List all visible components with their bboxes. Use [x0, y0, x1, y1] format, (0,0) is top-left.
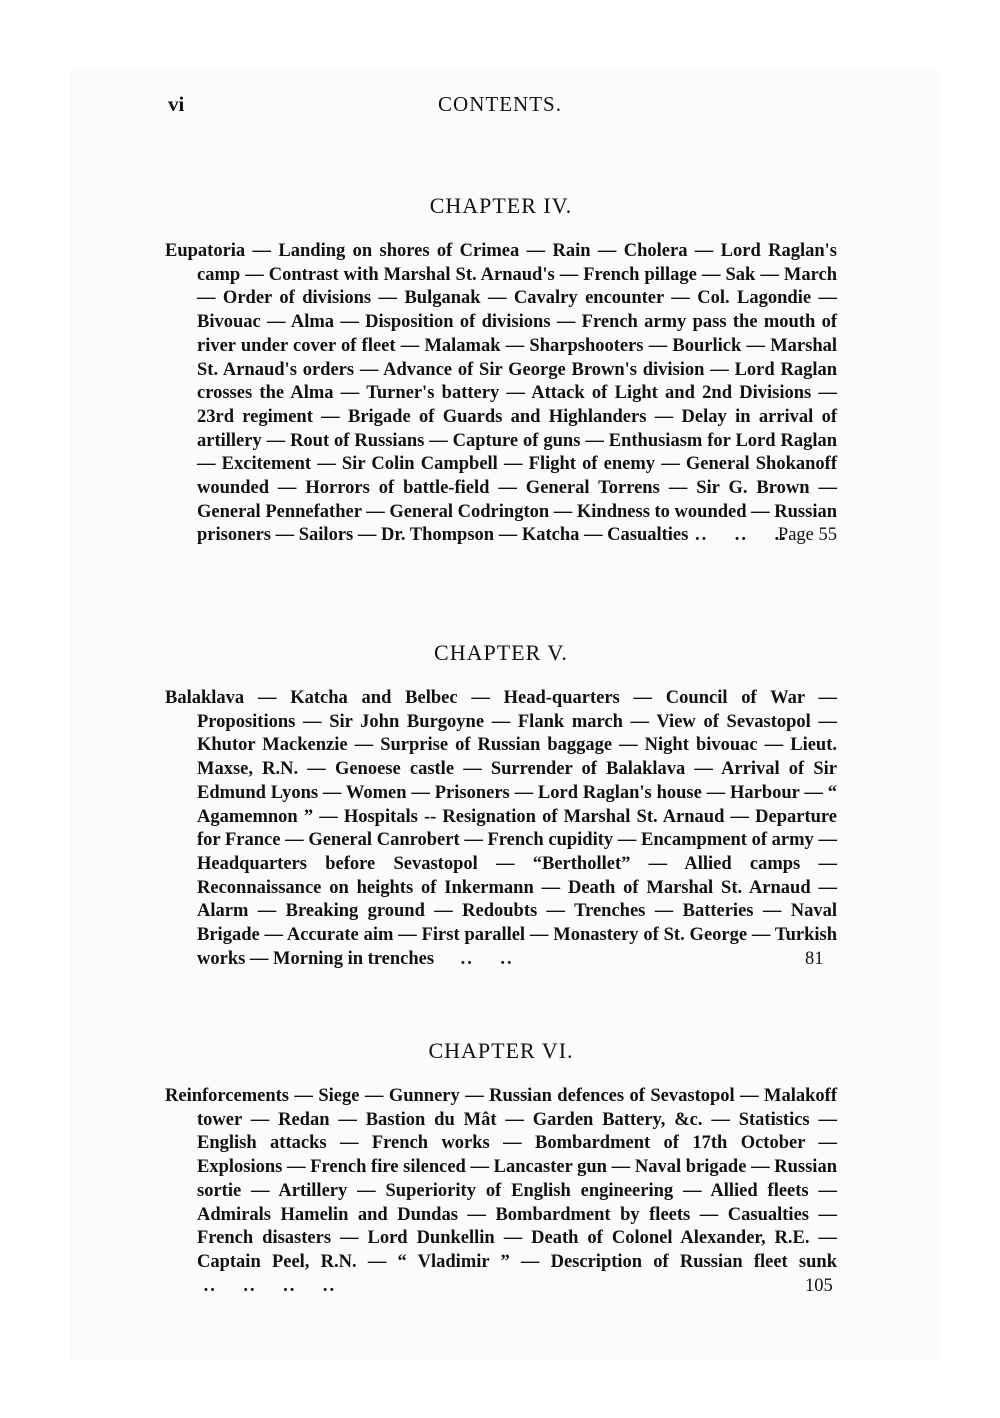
chapter-heading: CHAPTER IV. [429, 193, 573, 218]
chapter-summary-text: Reinforcements — Siege — Gunnery — Russian defences of Sevastopol — Malakoff tower — Redan — Bastion du Mât — Garden Battery, &c. — Statistics — English attacks — French works — Bombardment of 17th October — Explosions — French fire silenced — Lancaster gun — Naval brigade — Russian sortie — Artillery — Superiority of English engineering — Allied fleets — Admirals Hamelin and Dundas — Bombardment by fleets — Casualties — French disasters — Lord Dunkellin — Death of Colonel Alexander, R.E. — Captain Peel, R.N. — “ Vladimir ” — Description of Russian fleet sunk [165, 1086, 837, 1272]
dot-leader: .. .. [434, 948, 521, 969]
chapter-summary: Reinforcements — Siege — Gunnery — Russian defences of Sevastopol — Malakoff tower — Redan — Bastion du Mât — Garden Battery, &c. — Statistics — English attacks — French works — Bombardment of 17th October — Explosions — French fire silenced — Lancaster gun — Naval brigade — Russian sortie — Artillery — Superiority of English engineering — Allied fleets — Admirals Hamelin and Dundas — Bombardment by fleets — Casualties — French disasters — Lord Dunkellin — Death of Colonel Alexander, R.E. — Captain Peel, R.N. — “ Vladimir ” — Description of Russian fleet sunk .. .. .. .. 105 [165, 1086, 837, 1296]
chapter-summary [165, 240, 837, 548]
chapter-heading: CHAPTER VI. [428, 1038, 574, 1063]
dot-leader: .. .. .. .. [197, 1275, 343, 1296]
running-title: CONTENTS. [438, 92, 562, 116]
chapter-page-ref: Page 55 [777, 525, 837, 546]
chapter-summary: Balaklava — Katcha and Belbec — Head-quarters — Council of War — Propositions — Sir John Burgoyne — Flank march — View of Sevastopol — Khutor Mackenzie — Surprise of Russian baggage — Night bivouac — Lieut. Maxse, R.N. — Genoese castle — Surrender of Balaklava — Arrival of Sir Edmund Lyons — Women — Prisoners — Lord Raglan's house — Harbour — “ Agamemnon ” — Hospitals -- Resignation of Marshal St. Arnaud — Departure for France — General Canrobert — French cupidity — Encampment of army — Headquarters before Sevastopol — “Berthollet” — Allied camps — Reconnaissance on heights of Inkermann — Death of Marshal St. Arnaud — Alarm — Breaking ground — Redoubts — Trenches — Batteries — Naval Brigade — Accurate aim — First parallel — Monastery of St. George — Turkish works — Morning in trenches .. .. 81 [165, 688, 837, 969]
chapter-summary-text: Eupatoria — Landing on shores of Crimea — Rain — Cholera — Lord Raglan's camp — Contrast with Marshal St. Arnaud's — French pillage — Sak — March — Order of divisions — Bulganak — Cavalry encounter — Col. Lagondie — Bivouac — Alma — Disposition of divisions — French army pass the mouth of river under cover of fleet — Malamak — Sharpshooters — Bourlick — Marshal St. Arnaud's orders — Advance of Sir George Brown's division — Lord Raglan crosses the Alma — Turner's battery — Attack of Light and 2nd Divisions — 23rd regiment — Brigade of Guards and Highlanders — Delay in arrival of artillery — Rout of Russians — Capture of guns — Enthusiasm for Lord Raglan — Excitement — Sir Colin Campbell — Flight of enemy — General Shokanoff wounded — Horrors of battle-field — General Torrens — Sir G. Brown — General Pennefather — General Codrington — Kindness to wounded — Russian prisoners — Sailors — Dr. Thompson — Katcha — Casualties [165, 241, 838, 546]
running-header [160, 92, 840, 120]
chapter-summary-text: Balaklava — Katcha and Belbec — Head-quarters — Council of War — Propositions — Sir John Burgoyne — Flank march — View of Sevastopol — Khutor Mackenzie — Surprise of Russian baggage — Night bivouac — Lieut. Maxse, R.N. — Genoese castle — Surrender of Balaklava — Arrival of Sir Edmund Lyons — Women — Prisoners — Lord Raglan's house — Harbour — “ Agamemnon ” — Hospitals -- Resignation of Marshal St. Arnaud — Departure for France — General Canrobert — French cupidity — Encampment of army — Headquarters before Sevastopol — “Berthollet” — Allied camps — Reconnaissance on heights of Inkermann — Death of Marshal St. Arnaud — Alarm — Breaking ground — Redoubts — Trenches — Batteries — Naval Brigade — Accurate aim — First parallel — Monastery of St. George — Turkish works — Morning in trenches [165, 688, 837, 969]
chapter-heading: CHAPTER V. [434, 640, 568, 665]
chapter-iv-section [165, 190, 837, 548]
dot-leader: .. .. .. [688, 525, 795, 546]
page-number: vi [168, 92, 185, 116]
chapter-vi-section [165, 1035, 837, 1298]
chapter-v-section [165, 637, 837, 971]
